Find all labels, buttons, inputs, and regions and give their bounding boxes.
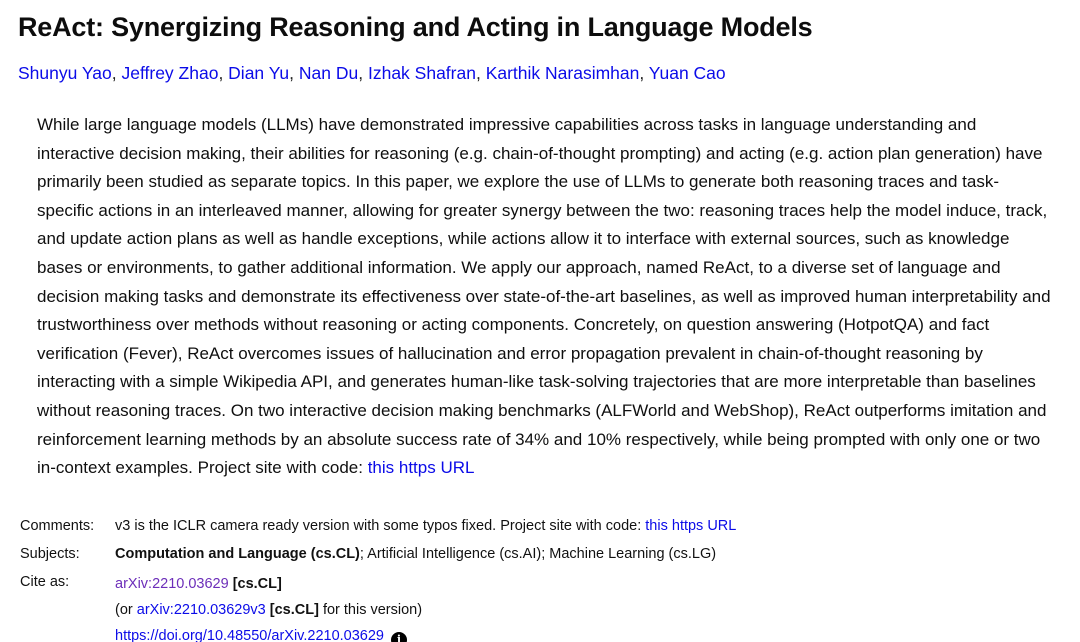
author-separator: , [639, 63, 649, 83]
author-link[interactable]: Nan Du [298, 63, 359, 83]
version-category: [cs.CL] [265, 601, 319, 618]
cite-as-value [115, 572, 1055, 642]
author-separator: , [358, 63, 368, 83]
arxiv-version-link[interactable]: arXiv:2210.03629v3 [136, 601, 266, 618]
author-link[interactable]: Yuan Cao [648, 63, 726, 83]
subjects-value [115, 544, 1055, 565]
author-separator: , [218, 63, 229, 83]
author-separator: , [475, 63, 486, 83]
arxiv-id-link[interactable]: arXiv:2210.03629 [115, 576, 229, 593]
abstract-project-link[interactable]: this https URL [367, 458, 475, 478]
version-prefix: (or [115, 601, 137, 618]
authors-line [18, 63, 1062, 84]
abstract-text: While large language models (LLMs) have demonstrated impressive capabilities across tasks in language understanding and interactive decision making, their abilities for reasoning (e.g. chain-of-thought prompting) and acting (e.g. action plan generation) have primarily been studied as separate topics. In this paper, we explore the use of LLMs to generate both reasoning traces and task-specific actions in an interleaved manner, allowing for greater synergy between the two: reasoning traces help the model induce, track, and update action plans as well as handle exceptions, while actions allow it to interface with external sources, such as knowledge bases or environments, to gather additional information. We apply our approach, named ReAct, to a diverse set of language and decision making tasks and demonstrate its effectiveness over state-of-the-art baselines, as well as improved human interpretability and trustworthiness over methods without reasoning or acting components. Concretely, on question answering (HotpotQA) and fact verification (Fever), ReAct overcomes issues of hallucination and error propagation prevalent in chain-of-thought reasoning by interacting with a simple Wikipedia API, and generates human-like task-solving trajectories that are more interpretable than baselines without reasoning traces. On two interactive decision making benchmarks (ALFWorld and WebShop), ReAct outperforms imitation and reinforcement learning methods by an absolute success rate of 34% and 10% respectively, while being prompted with only one or two in-context examples. Project site with code: [37, 115, 1051, 478]
metadata-table [20, 516, 1062, 642]
cite-doi-line [115, 624, 1055, 642]
author-link[interactable]: Karthik Narasimhan [485, 63, 640, 83]
author-separator: , [289, 63, 299, 83]
cite-version-line [115, 598, 1055, 624]
author-separator: , [111, 63, 122, 83]
page-title: ReAct: Synergizing Reasoning and Acting in Language Models [18, 12, 813, 42]
info-icon[interactable]: i [391, 632, 407, 642]
abstract [37, 111, 1051, 483]
author-link[interactable]: Izhak Shafran [367, 63, 476, 83]
cite-arxiv-line [115, 572, 1055, 598]
subjects-label: Subjects: [20, 545, 80, 562]
comments-label: Comments: [20, 517, 95, 534]
subject-primary: Computation and Language (cs.CL) [115, 545, 360, 562]
arxiv-category: [cs.CL] [228, 576, 282, 593]
comments-text: v3 is the ICLR camera ready version with some typos fixed. Project site with code: [115, 517, 646, 534]
cite-as-label: Cite as: [20, 574, 70, 591]
comments-project-link[interactable]: this https URL [645, 517, 737, 534]
comments-value [115, 516, 1055, 537]
doi-link[interactable]: https://doi.org/10.48550/arXiv.2210.03629 [115, 627, 384, 642]
author-link[interactable]: Shunyu Yao [18, 63, 112, 83]
author-link[interactable]: Jeffrey Zhao [121, 63, 219, 83]
author-link[interactable]: Dian Yu [228, 63, 290, 83]
subject-secondary: ; Artificial Intelligence (cs.AI); Machine Learning (cs.LG) [359, 545, 717, 562]
version-suffix: for this version) [318, 601, 423, 618]
